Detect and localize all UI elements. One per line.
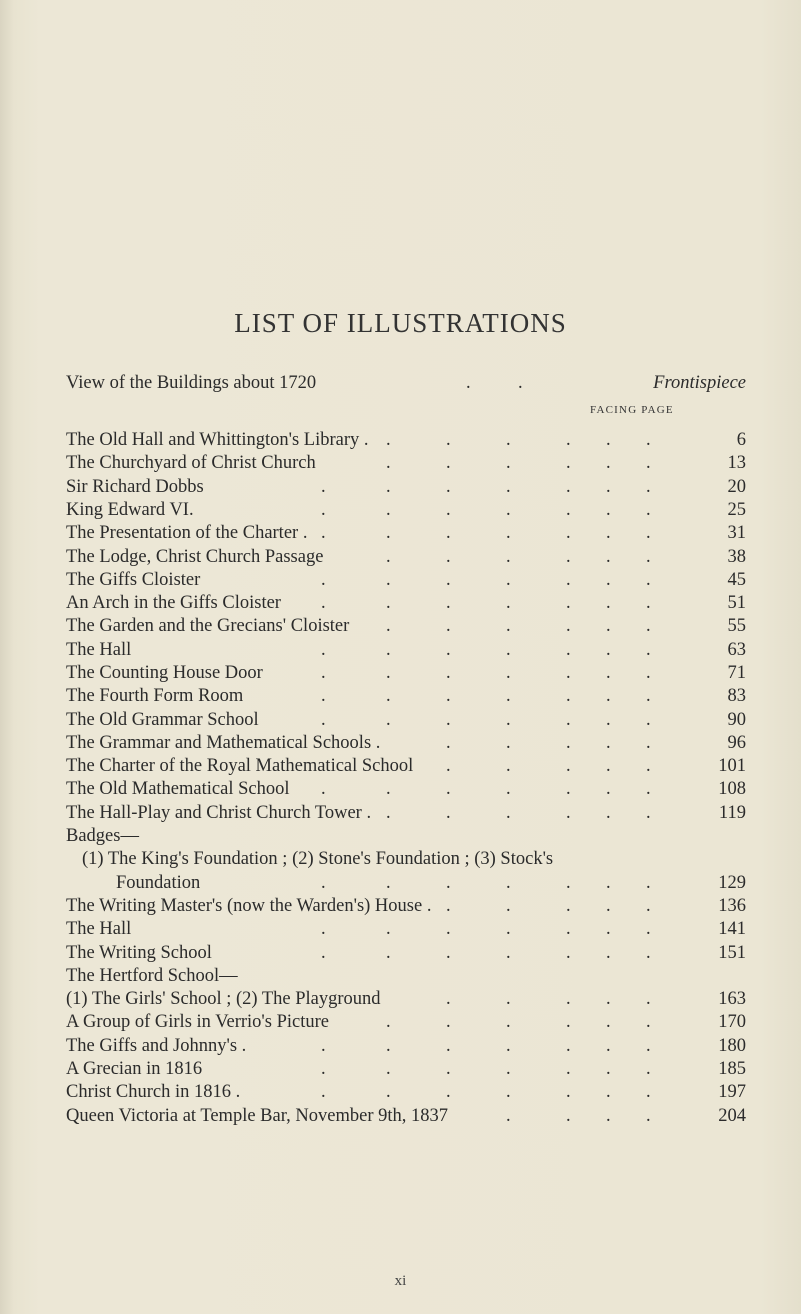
leader-dot: . bbox=[646, 616, 651, 636]
leader-dot: . bbox=[566, 779, 571, 799]
leader-dot: . bbox=[321, 1059, 326, 1079]
entry-label: The Charter of the Royal Mathematical School bbox=[66, 756, 414, 776]
leader-dot: . bbox=[386, 593, 391, 613]
entry-label: The Giffs and Johnny's . bbox=[66, 1036, 247, 1056]
leader-dot: . bbox=[506, 640, 511, 660]
leader-dot: . bbox=[566, 570, 571, 590]
leader-dot: . bbox=[566, 616, 571, 636]
leader-dot: . bbox=[566, 989, 571, 1009]
entry-page-number: 185 bbox=[718, 1059, 746, 1079]
page-number-footer: xi bbox=[394, 1273, 407, 1289]
leader-dot: . bbox=[446, 1082, 451, 1102]
leader-dot: . bbox=[606, 1059, 611, 1079]
entry-label: The Churchyard of Christ Church bbox=[66, 453, 316, 473]
entry-label: A Grecian in 1816 bbox=[66, 1059, 203, 1079]
entry-label: The Old Grammar School bbox=[66, 710, 259, 730]
entry-label: Sir Richard Dobbs bbox=[66, 477, 204, 497]
entry-page-number: 90 bbox=[727, 710, 746, 730]
leader-dot: . bbox=[566, 1059, 571, 1079]
leader-dot: . bbox=[506, 593, 511, 613]
illustration-entry bbox=[66, 520, 746, 546]
leader-dot: . bbox=[566, 547, 571, 567]
leader-dot: . bbox=[386, 943, 391, 963]
leader-dot: . bbox=[566, 873, 571, 893]
leader-dot: . bbox=[566, 803, 571, 823]
leader-dot: . bbox=[446, 943, 451, 963]
leader-dot: . bbox=[446, 873, 451, 893]
leader-dot: . bbox=[606, 1106, 611, 1126]
frontispiece-entry bbox=[66, 370, 746, 396]
leader-dot: . bbox=[446, 803, 451, 823]
leader-dot: . bbox=[566, 430, 571, 450]
leader-dot: . bbox=[566, 640, 571, 660]
leader-dot: . bbox=[506, 943, 511, 963]
leader-dot: . bbox=[386, 500, 391, 520]
leader-dot: . bbox=[446, 1059, 451, 1079]
entry-page-number: 141 bbox=[718, 919, 746, 939]
illustration-entry bbox=[66, 1079, 746, 1105]
illustration-entry bbox=[66, 916, 746, 942]
entry-page-number: 170 bbox=[718, 1012, 746, 1032]
leader-dot: . bbox=[506, 1106, 511, 1126]
leader-dot: . bbox=[321, 710, 326, 730]
leader-dot: . bbox=[321, 663, 326, 683]
leader-dot: . bbox=[606, 430, 611, 450]
leader-dot: . bbox=[646, 547, 651, 567]
leader-dot: . bbox=[506, 896, 511, 916]
entry-label: (1) The Girls' School ; (2) The Playground bbox=[66, 989, 381, 1009]
leader-dot: . bbox=[321, 477, 326, 497]
leader-dot: . bbox=[446, 710, 451, 730]
leader-dot: . bbox=[646, 896, 651, 916]
leader-dot: . bbox=[446, 616, 451, 636]
entry-label: The Old Mathematical School bbox=[66, 779, 290, 799]
leader-dot: . bbox=[646, 430, 651, 450]
entry-label: A Group of Girls in Verrio's Picture bbox=[66, 1012, 329, 1032]
leader-dot: . bbox=[646, 943, 651, 963]
leader-dot: . bbox=[386, 1082, 391, 1102]
leader-dot: . bbox=[506, 873, 511, 893]
illustration-entry bbox=[66, 1103, 746, 1129]
leader-dot: . bbox=[606, 663, 611, 683]
leader-dot: . bbox=[606, 616, 611, 636]
leader-dot: . bbox=[646, 756, 651, 776]
entry-label: The Grammar and Mathematical Schools . bbox=[66, 733, 381, 753]
entry-label: The Counting House Door bbox=[66, 663, 263, 683]
facing-page-header: FACING PAGE bbox=[590, 404, 674, 416]
leader-dot: . bbox=[566, 943, 571, 963]
leader-dot: . bbox=[321, 523, 326, 543]
leader-dot: . bbox=[386, 686, 391, 706]
leader-dot: . bbox=[606, 733, 611, 753]
leader-dot: . bbox=[506, 616, 511, 636]
leader-dot: . bbox=[386, 663, 391, 683]
leader-dot: . bbox=[386, 803, 391, 823]
leader-dot: . bbox=[386, 570, 391, 590]
entry-label: The Presentation of the Charter . bbox=[66, 523, 308, 543]
entry-label: Queen Victoria at Temple Bar, November 9th, 1837 bbox=[66, 1106, 448, 1126]
leader-dot: . bbox=[606, 943, 611, 963]
leader-dot: . bbox=[646, 919, 651, 939]
entry-label: Badges— bbox=[66, 826, 139, 846]
leader-dot: . bbox=[566, 1106, 571, 1126]
entry-label: The Writing Master's (now the Warden's) House . bbox=[66, 896, 432, 916]
leader-dot: . bbox=[606, 640, 611, 660]
leader-dot: . bbox=[646, 500, 651, 520]
leader-dot: . bbox=[606, 1036, 611, 1056]
leader-dot: . bbox=[606, 477, 611, 497]
leader-dot: . bbox=[446, 756, 451, 776]
leader-dot: . bbox=[566, 477, 571, 497]
illustration-entry bbox=[66, 613, 746, 639]
entry-page-number: 55 bbox=[727, 616, 746, 636]
leader-dot: . bbox=[566, 663, 571, 683]
entry-page-number: 83 bbox=[727, 686, 746, 706]
leader-dot: . bbox=[386, 640, 391, 660]
leader-dot: . bbox=[506, 523, 511, 543]
leader-dot: . bbox=[646, 1106, 651, 1126]
entry-page-number: 101 bbox=[718, 756, 746, 776]
leader-dot: . bbox=[506, 919, 511, 939]
entry-page-number: 204 bbox=[718, 1106, 746, 1126]
leader-dot: . bbox=[646, 453, 651, 473]
leader-dot: . bbox=[606, 896, 611, 916]
leader-dot: . bbox=[606, 756, 611, 776]
leader-dot: . bbox=[466, 373, 471, 393]
entry-label: Foundation bbox=[116, 873, 201, 893]
leader-dot: . bbox=[506, 1082, 511, 1102]
leader-dot: . bbox=[606, 686, 611, 706]
leader-dot: . bbox=[646, 989, 651, 1009]
leader-dot: . bbox=[446, 570, 451, 590]
entry-page-number: 6 bbox=[736, 430, 746, 450]
leader-dot: . bbox=[321, 500, 326, 520]
leader-dot: . bbox=[321, 686, 326, 706]
entry-page-number: 45 bbox=[727, 570, 746, 590]
entry-label: The Writing School bbox=[66, 943, 212, 963]
leader-dot: . bbox=[446, 1012, 451, 1032]
leader-dot: . bbox=[321, 919, 326, 939]
entry-label: The Hall bbox=[66, 919, 132, 939]
leader-dot: . bbox=[386, 523, 391, 543]
leader-dot: . bbox=[386, 477, 391, 497]
entry-page-number: 13 bbox=[727, 453, 746, 473]
leader-dot: . bbox=[506, 477, 511, 497]
leader-dot: . bbox=[386, 873, 391, 893]
leader-dot: . bbox=[506, 663, 511, 683]
leader-dot: . bbox=[566, 453, 571, 473]
leader-dot: . bbox=[506, 989, 511, 1009]
leader-dot: . bbox=[646, 873, 651, 893]
leader-dot: . bbox=[386, 616, 391, 636]
illustration-entry bbox=[66, 450, 746, 476]
entry-page-number: 20 bbox=[727, 477, 746, 497]
entry-page-number: 63 bbox=[727, 640, 746, 660]
leader-dot: . bbox=[646, 663, 651, 683]
leader-dot: . bbox=[566, 500, 571, 520]
leader-dot: . bbox=[446, 453, 451, 473]
illustration-entry bbox=[66, 683, 746, 709]
leader-dot: . bbox=[606, 779, 611, 799]
entry-page-number: 25 bbox=[727, 500, 746, 520]
entry-page-number: 96 bbox=[727, 733, 746, 753]
leader-dot: . bbox=[506, 430, 511, 450]
leader-dot: . bbox=[446, 733, 451, 753]
leader-dot: . bbox=[506, 710, 511, 730]
entry-label: An Arch in the Giffs Cloister bbox=[66, 593, 281, 613]
leader-dot: . bbox=[446, 896, 451, 916]
entry-page-number: 180 bbox=[718, 1036, 746, 1056]
leader-dot: . bbox=[506, 1059, 511, 1079]
leader-dot: . bbox=[321, 873, 326, 893]
leader-dot: . bbox=[321, 640, 326, 660]
leader-dot: . bbox=[606, 523, 611, 543]
leader-dot: . bbox=[606, 547, 611, 567]
leader-dot: . bbox=[446, 686, 451, 706]
leader-dot: . bbox=[446, 919, 451, 939]
leader-dot: . bbox=[606, 500, 611, 520]
leader-dot: . bbox=[646, 733, 651, 753]
entry-label: The Giffs Cloister bbox=[66, 570, 201, 590]
leader-dot: . bbox=[606, 1012, 611, 1032]
leader-dot: . bbox=[386, 1059, 391, 1079]
entry-label: King Edward VI. bbox=[66, 500, 194, 520]
entry-page-number: 151 bbox=[718, 943, 746, 963]
leader-dot: . bbox=[446, 663, 451, 683]
leader-dot: . bbox=[446, 430, 451, 450]
leader-dot: . bbox=[506, 779, 511, 799]
entry-label: View of the Buildings about 1720 bbox=[66, 373, 317, 393]
leader-dot: . bbox=[446, 989, 451, 1009]
leader-dot: . bbox=[566, 756, 571, 776]
leader-dot: . bbox=[386, 547, 391, 567]
entry-page-number: 136 bbox=[718, 896, 746, 916]
leader-dot: . bbox=[646, 686, 651, 706]
leader-dot: . bbox=[606, 1082, 611, 1102]
leader-dot: . bbox=[321, 1036, 326, 1056]
leader-dot: . bbox=[566, 733, 571, 753]
leader-dot: . bbox=[646, 779, 651, 799]
leader-dot: . bbox=[321, 570, 326, 590]
leader-dot: . bbox=[606, 570, 611, 590]
leader-dot: . bbox=[506, 500, 511, 520]
leader-dot: . bbox=[606, 593, 611, 613]
entry-page-number: 163 bbox=[718, 989, 746, 1009]
leader-dot: . bbox=[386, 430, 391, 450]
leader-dot: . bbox=[506, 686, 511, 706]
leader-dot: . bbox=[446, 593, 451, 613]
leader-dot: . bbox=[506, 570, 511, 590]
leader-dot: . bbox=[386, 779, 391, 799]
leader-dot: . bbox=[386, 710, 391, 730]
leader-dot: . bbox=[646, 1012, 651, 1032]
leader-dot: . bbox=[646, 523, 651, 543]
entry-page-number: 31 bbox=[727, 523, 746, 543]
illustration-entry bbox=[66, 776, 746, 802]
leader-dot: . bbox=[606, 919, 611, 939]
leader-dot: . bbox=[506, 1012, 511, 1032]
leader-dot: . bbox=[386, 1036, 391, 1056]
entry-page-number: 119 bbox=[718, 803, 746, 823]
leader-dot: . bbox=[321, 779, 326, 799]
leader-dot: . bbox=[646, 710, 651, 730]
entry-label: The Old Hall and Whittington's Library . bbox=[66, 430, 369, 450]
page-title: LIST OF ILLUSTRATIONS bbox=[234, 308, 567, 338]
leader-dot: . bbox=[606, 873, 611, 893]
leader-dot: . bbox=[566, 1012, 571, 1032]
leader-dot: . bbox=[646, 570, 651, 590]
leader-dot: . bbox=[321, 1082, 326, 1102]
leader-dot: . bbox=[646, 593, 651, 613]
entry-label: The Hertford School— bbox=[66, 966, 238, 986]
leader-dot: . bbox=[606, 803, 611, 823]
entry-page-number: 129 bbox=[718, 873, 746, 893]
leader-dot: . bbox=[606, 710, 611, 730]
entry-label: The Fourth Form Room bbox=[66, 686, 244, 706]
frontispiece-label: Frontispiece bbox=[653, 373, 746, 393]
leader-dot: . bbox=[506, 803, 511, 823]
leader-dot: . bbox=[446, 500, 451, 520]
entry-page-number: 51 bbox=[727, 593, 746, 613]
leader-dot: . bbox=[566, 896, 571, 916]
leader-dot: . bbox=[566, 593, 571, 613]
illustration-entry bbox=[66, 846, 746, 872]
leader-dot: . bbox=[566, 1082, 571, 1102]
leader-dot: . bbox=[646, 803, 651, 823]
leader-dot: . bbox=[606, 989, 611, 1009]
leader-dot: . bbox=[566, 523, 571, 543]
entry-page-number: 38 bbox=[727, 547, 746, 567]
leader-dot: . bbox=[566, 919, 571, 939]
leader-dot: . bbox=[386, 919, 391, 939]
leader-dot: . bbox=[506, 756, 511, 776]
leader-dot: . bbox=[386, 453, 391, 473]
leader-dot: . bbox=[386, 1012, 391, 1032]
leader-dot: . bbox=[506, 1036, 511, 1056]
entry-label: The Lodge, Christ Church Passage bbox=[66, 547, 324, 567]
leader-dot: . bbox=[506, 453, 511, 473]
leader-dot: . bbox=[646, 1036, 651, 1056]
leader-dot: . bbox=[446, 640, 451, 660]
leader-dot: . bbox=[321, 943, 326, 963]
entry-label: The Garden and the Grecians' Cloister bbox=[66, 616, 350, 636]
entry-label: Christ Church in 1816 . bbox=[66, 1082, 241, 1102]
leader-dot: . bbox=[446, 477, 451, 497]
leader-dot: . bbox=[446, 779, 451, 799]
leader-dot: . bbox=[646, 640, 651, 660]
leader-dot: . bbox=[646, 477, 651, 497]
entry-page-number: 108 bbox=[718, 779, 746, 799]
leader-dot: . bbox=[446, 523, 451, 543]
leader-dot: . bbox=[566, 710, 571, 730]
entry-label: (1) The King's Foundation ; (2) Stone's Foundation ; (3) Stock's bbox=[82, 849, 554, 869]
leader-dot: . bbox=[321, 593, 326, 613]
illustration-entry bbox=[66, 1009, 746, 1035]
leader-dot: . bbox=[506, 547, 511, 567]
leader-dot: . bbox=[606, 453, 611, 473]
leader-dot: . bbox=[506, 733, 511, 753]
leader-dot: . bbox=[446, 1036, 451, 1056]
leader-dot: . bbox=[446, 547, 451, 567]
leader-dot: . bbox=[566, 1036, 571, 1056]
leader-dot: . bbox=[646, 1059, 651, 1079]
leader-dot: . bbox=[646, 1082, 651, 1102]
entry-page-number: 71 bbox=[727, 663, 746, 683]
entry-page-number: 197 bbox=[718, 1082, 746, 1102]
entry-label: The Hall-Play and Christ Church Tower . bbox=[66, 803, 372, 823]
leader-dot: . bbox=[518, 373, 523, 393]
leader-dot: . bbox=[566, 686, 571, 706]
entry-label: The Hall bbox=[66, 640, 132, 660]
